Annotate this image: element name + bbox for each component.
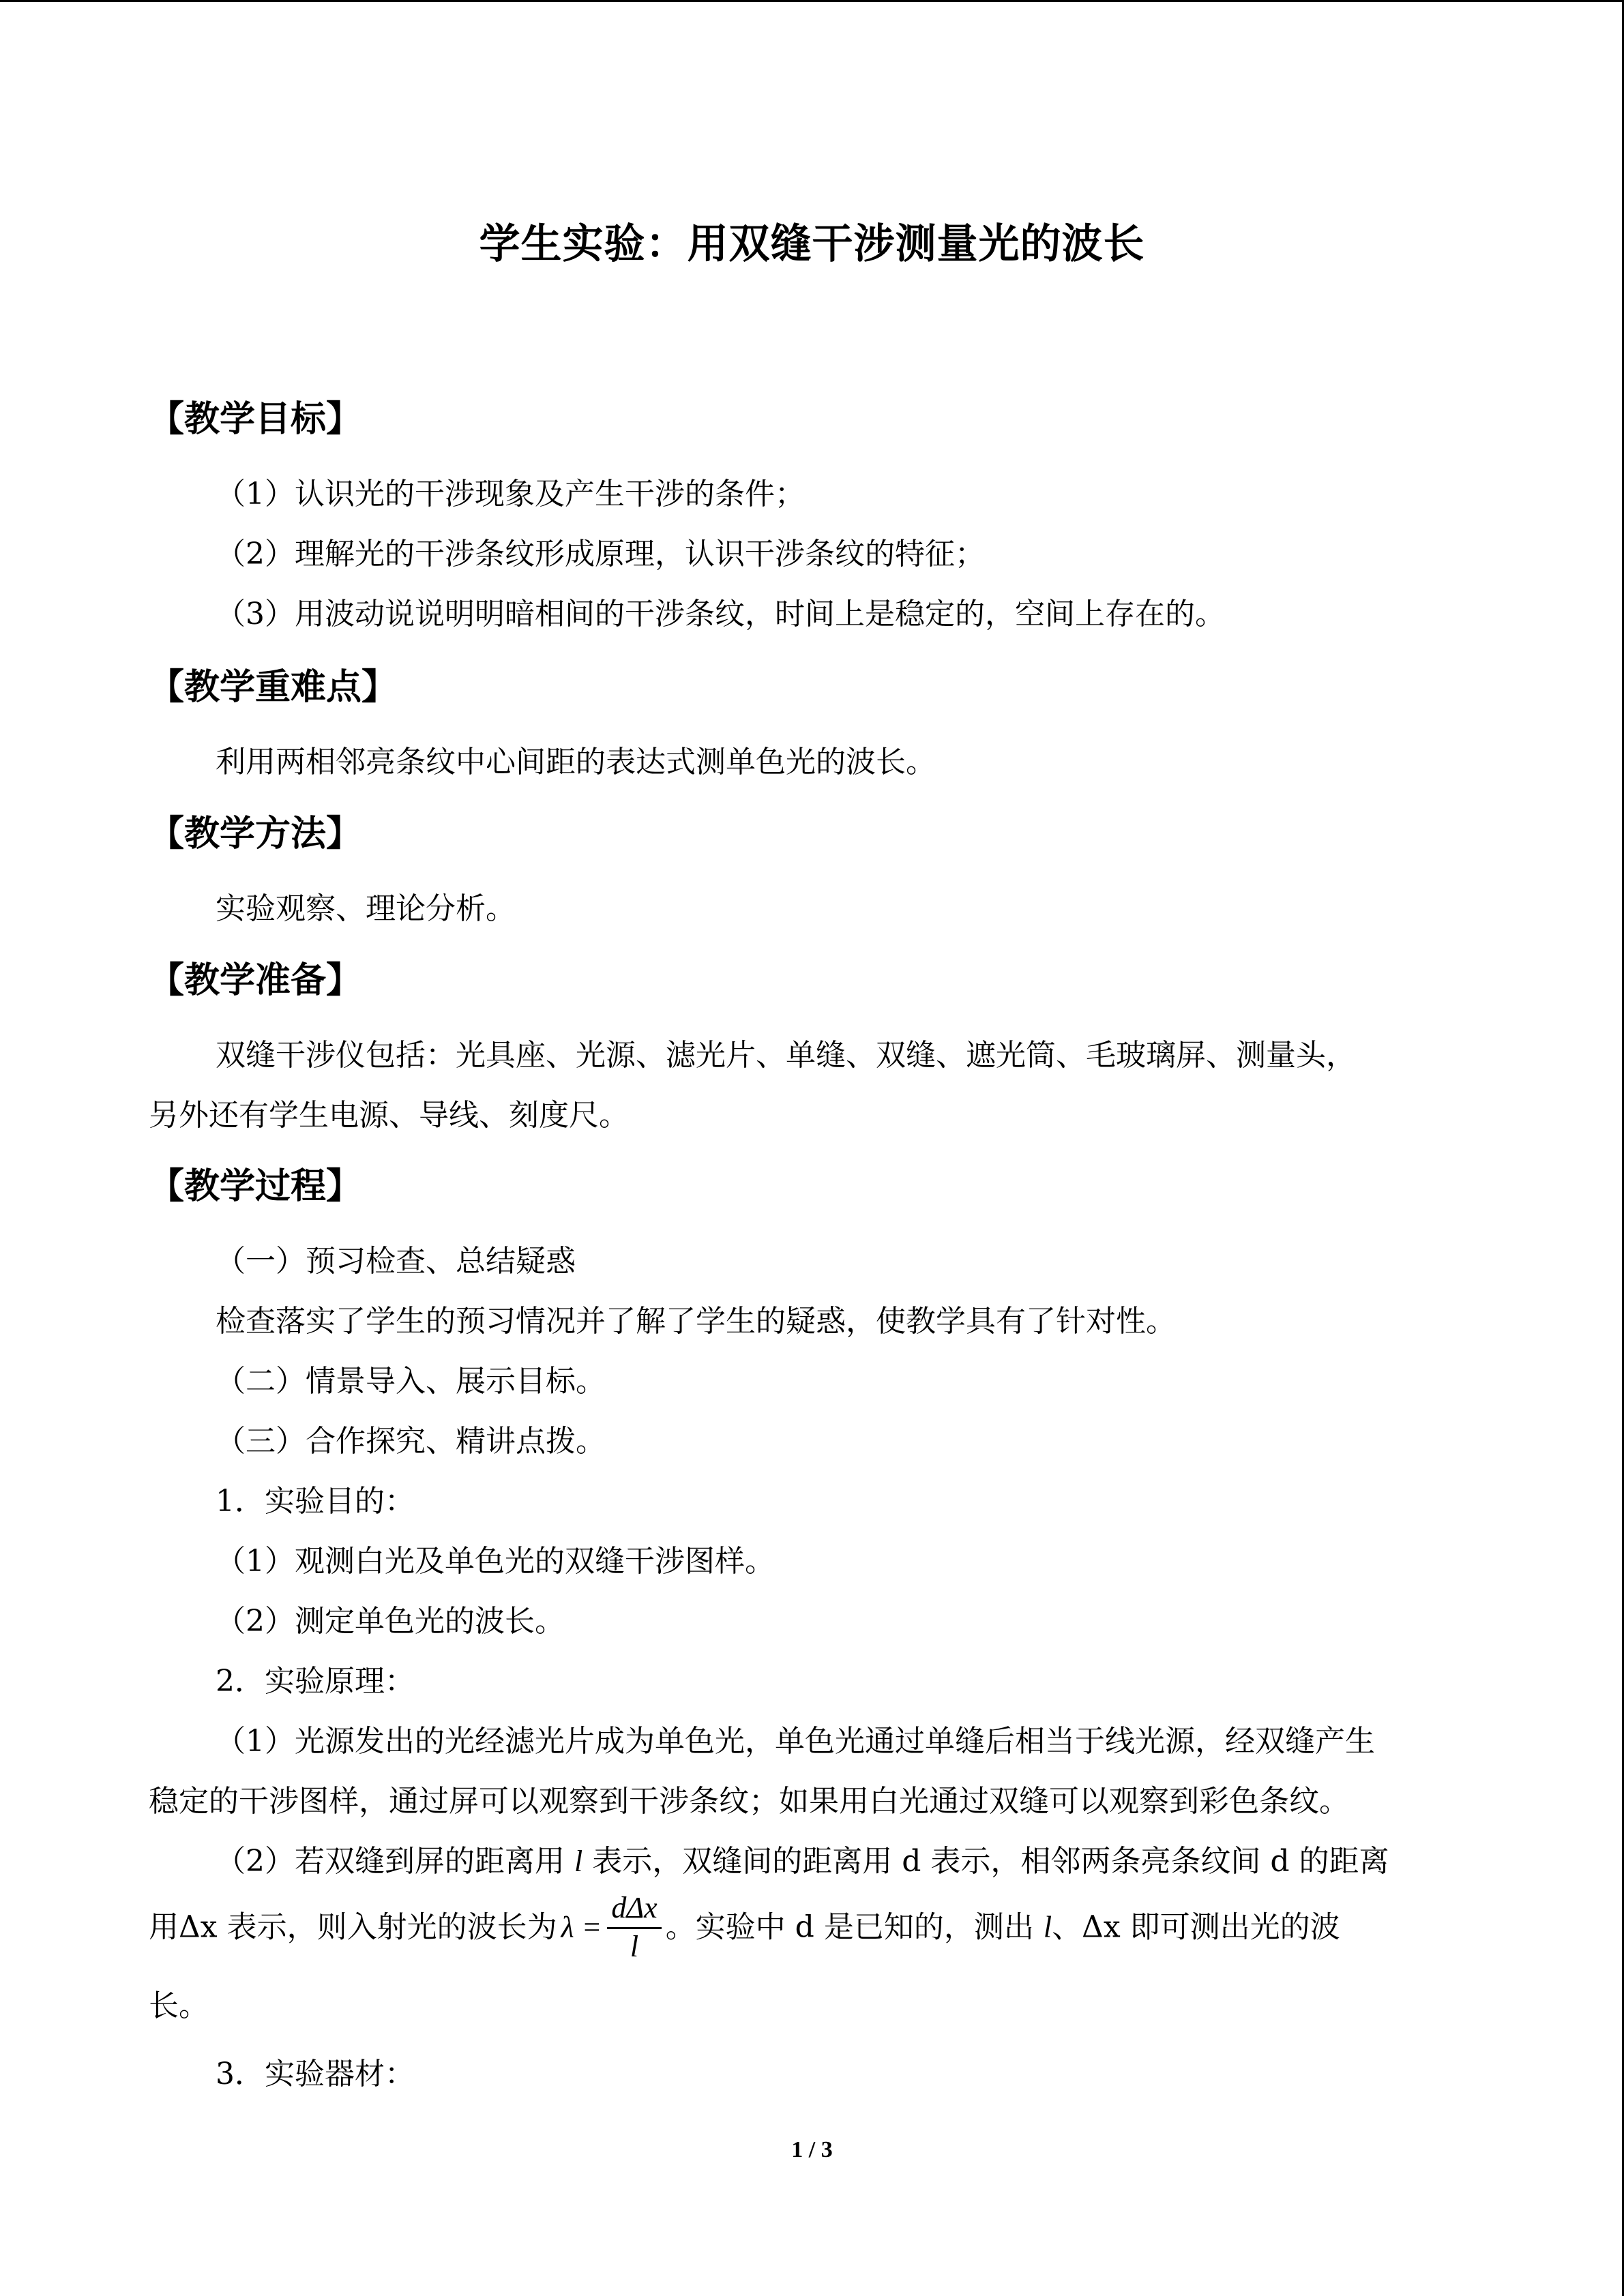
purpose-item-2: （2）测定单色光的波长。 (216, 1604, 565, 1639)
heading-methods: 【教学方法】 (149, 813, 362, 854)
heading-process: 【教学过程】 (149, 1165, 362, 1207)
goal-item-2: （2）理解光的干涉条纹形成原理，认识干涉条纹的特征； (216, 537, 985, 571)
purpose-item-1: （1）观测白光及单色光的双缝干涉图样。 (216, 1544, 775, 1579)
materials-heading: 3．实验器材： (216, 2057, 415, 2091)
principle-2-line-2 (149, 1893, 1340, 1962)
key-points-text: 利用两相邻亮条纹中心间距的表达式测单色光的波长。 (216, 745, 936, 779)
heading-preparation: 【教学准备】 (149, 959, 362, 1001)
principle-2-text-d: 。实验中 d 是已知的，测出 (665, 1909, 1034, 1945)
principle-1-line-2: 稳定的干涉图样，通过屏可以观察到干涉条纹；如果用白光通过双缝可以观察到彩色条纹。 (149, 1784, 1349, 1819)
page-border-top (0, 0, 1624, 2)
wavelength-formula (561, 1893, 662, 1962)
page-number: 1 / 3 (791, 2137, 833, 2162)
principle-heading: 2．实验原理： (216, 1664, 415, 1699)
formula-denominator: l (630, 1930, 639, 1963)
principle-2-text-b: 表示，双缝间的距离用 d 表示，相邻两条亮条纹间 d 的距离 (592, 1844, 1389, 1879)
goal-item-3: （3）用波动说说明明暗相间的干涉条纹，时间上是稳定的，空间上存在的。 (216, 597, 1225, 631)
heading-key-points: 【教学重难点】 (149, 666, 398, 708)
principle-2-text-c: 用Δx 表示，则入射光的波长为 (149, 1909, 557, 1945)
process-step-1: （一）预习检查、总结疑惑 (216, 1244, 576, 1279)
goal-item-1: （1）认识光的干涉现象及产生干涉的条件； (216, 477, 805, 511)
document-title: 学生实验：用双缝干涉测量光的波长 (479, 220, 1145, 268)
principle-1-line-1: （1）光源发出的光经滤光片成为单色光，单色光通过单缝后相当于线光源，经双缝产生 (216, 1724, 1375, 1759)
principle-2-text-a: （2）若双缝到屏的距离用 (216, 1844, 565, 1879)
principle-2-text-f: 、Δx 即可测出光的波 (1052, 1909, 1340, 1945)
methods-text: 实验观察、理论分析。 (216, 891, 516, 926)
principle-2-line-1 (216, 1844, 1389, 1879)
process-step-2: （二）情景导入、展示目标。 (216, 1364, 606, 1399)
heading-goals: 【教学目标】 (149, 398, 362, 440)
preparation-line-2: 另外还有学生电源、导线、刻度尺。 (149, 1098, 629, 1133)
formula-numerator: dΔx (607, 1893, 661, 1929)
principle-2-line-3: 长。 (149, 1988, 209, 2023)
preparation-line-1: 双缝干涉仪包括：光具座、光源、滤光片、单缝、双缝、遮光筒、毛玻璃屏、测量头， (216, 1038, 1356, 1073)
process-step-1-text: 检查落实了学生的预习情况并了解了学生的疑惑，使教学具有了针对性。 (216, 1304, 1176, 1339)
principle-2-symbol-l: l (574, 1845, 583, 1878)
process-step-3: （三）合作探究、精讲点拨。 (216, 1424, 606, 1459)
principle-2-symbol-l-2: l (1043, 1910, 1052, 1944)
formula-fraction (607, 1893, 661, 1962)
purpose-heading: 1．实验目的： (216, 1484, 415, 1519)
formula-lhs: λ = (561, 1910, 602, 1944)
